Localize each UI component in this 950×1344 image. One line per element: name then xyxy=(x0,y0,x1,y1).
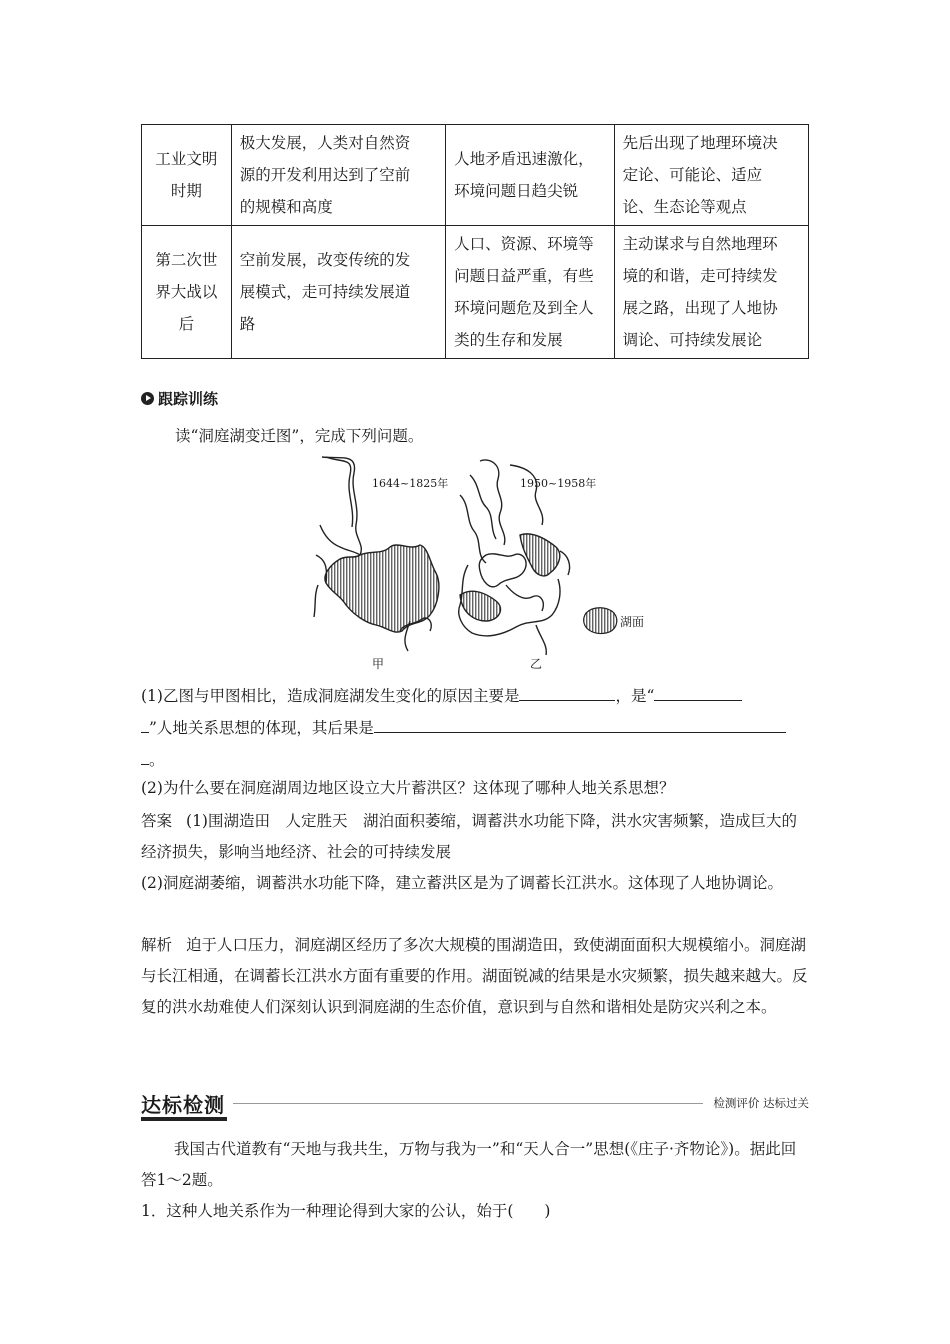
thought-cell: 先后出现了地理环境决 定论、可能论、适应 论、生态论等观点 xyxy=(614,125,808,226)
answer-blank[interactable] xyxy=(141,712,149,733)
passage: 我国古代道教有“天地与我共生，万物与我为一”和“天人合一”思想(《庄子·齐物论》)。据此回答1～2题。 xyxy=(141,1140,797,1189)
relation-cell: 人口、资源、环境等 问题日益严重，有些 环境问题危及到全人 类的生存和发展 xyxy=(446,226,615,359)
river-line xyxy=(560,551,570,575)
legend-label: 湖面 xyxy=(620,615,645,629)
impact-cell: 空前发展，改变传统的发 展模式，走可持续发展道 路 xyxy=(231,226,445,359)
relation-cell: 人地矛盾迅速激化， 环境问题日趋尖锐 xyxy=(446,125,615,226)
section-heading xyxy=(141,388,218,409)
thought-cell: 主动谋求与自然地理环 境的和谐，走可持续发 展之路，出现了人地协 调论、可持续发展论 xyxy=(614,226,808,359)
impact-cell: 极大发展，人类对自然资 源的开发利用达到了空前 的规模和高度 xyxy=(231,125,445,226)
dongting-lake-map-figure xyxy=(310,455,650,675)
answer-blank[interactable] xyxy=(141,744,149,765)
river-line xyxy=(326,457,353,527)
river-line xyxy=(314,585,318,617)
human-earth-relations-table xyxy=(141,124,809,359)
question-next: 1．这种人地关系作为一种理论得到大家的公认，始于( ) xyxy=(141,1202,551,1220)
analysis-label: 解析 xyxy=(141,936,173,954)
answer-label: 答案 xyxy=(141,812,173,830)
play-circle-icon xyxy=(141,392,154,405)
river-line xyxy=(480,460,505,545)
river-line xyxy=(470,475,496,539)
answer-blank[interactable] xyxy=(374,712,786,733)
era-cell: 第二次世 界大战以 后 xyxy=(142,226,232,359)
analysis-text: 迫于人口压力，洞庭湖区经历了多次大规模的围湖造田，致使湖面面积大规模缩小。洞庭湖与长江相通，在调蓄长江洪水方面有重要的作用。湖面锐减的结果是水灾频繁，损失越来越大。反复的洪水劫难使人们深刻认识到洞庭湖的生态价值，意识到与自然和谐相处是防灾兴利之本。 xyxy=(141,936,808,1016)
map-label-jia: 甲 xyxy=(372,657,385,671)
map-label-yi: 乙 xyxy=(530,657,543,671)
question-intro: 读“洞庭湖变迁图”，完成下列问题。 xyxy=(175,427,424,445)
era-cell: 工业文明 时期 xyxy=(142,125,232,226)
river-line xyxy=(460,495,486,563)
answer-blank[interactable] xyxy=(519,680,615,701)
check-subtitle: 检测评价 达标过关 xyxy=(713,1096,809,1110)
answer-block xyxy=(141,806,809,868)
legend-swatch xyxy=(584,608,617,634)
river-line xyxy=(506,585,543,611)
lake-map-svg xyxy=(310,455,650,675)
section-title: 跟踪训练 xyxy=(158,390,219,408)
answer-2: (2)洞庭湖萎缩，调蓄洪水功能下降，建立蓄洪区是为了调蓄长江洪水。这体现了人地协调论。 xyxy=(141,874,783,892)
table-row xyxy=(142,226,809,359)
river-line xyxy=(320,525,360,555)
table-row xyxy=(142,125,809,226)
answer-1: (1)围湖造田 人定胜天 湖泊面积萎缩，调蓄洪水功能下降，洪水灾害频繁，造成巨大的经济损失，影响当地经济、社会的可持续发展 xyxy=(141,812,797,861)
question-1: (1)乙图与甲图相比，造成洞庭湖发生变化的原因主要是 ，是“ ”人地关系思想的体现，其后果是 。 xyxy=(141,680,809,776)
river-line xyxy=(322,457,361,555)
period-label-yi: 1950~1958年 xyxy=(520,477,597,490)
check-section-header xyxy=(141,1087,809,1123)
question-2: (2)为什么要在洞庭湖周边地区设立大片蓄洪区？这体现了哪种人地关系思想？ xyxy=(141,779,675,797)
analysis-block xyxy=(141,930,809,1023)
check-title: 达标检测 xyxy=(141,1093,225,1117)
river-line xyxy=(510,465,543,525)
lake-surface-yi xyxy=(520,534,560,576)
divider xyxy=(233,1103,703,1104)
lake-surface-yi xyxy=(460,591,501,621)
answer-blank[interactable] xyxy=(654,680,742,701)
river-line xyxy=(479,554,526,587)
period-label-jia: 1644~1825年 xyxy=(372,477,449,490)
river-line xyxy=(536,625,546,655)
title-underline xyxy=(141,1117,227,1121)
